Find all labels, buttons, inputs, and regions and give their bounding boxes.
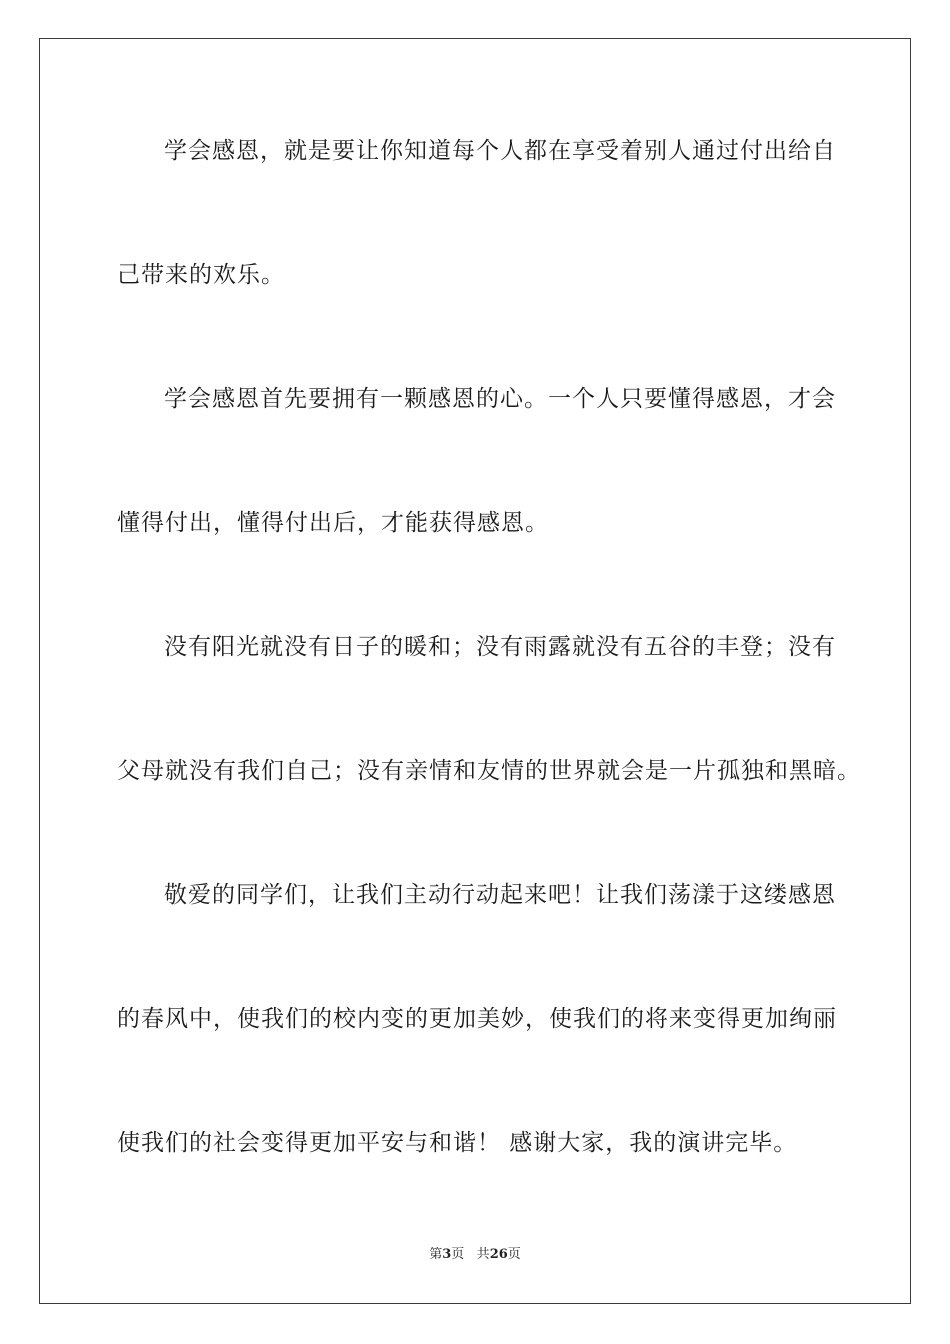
total-pages: 26 <box>489 1247 508 1262</box>
page-prefix: 第 <box>429 1247 443 1262</box>
paragraph-4-line-2: 的春风中，使我们的校内变的更加美妙，使我们的将来变得更加绚丽 <box>117 1006 837 1032</box>
paragraph-3-line-1: 没有阳光就没有日子的暖和；没有雨露就没有五谷的丰登；没有 <box>164 634 836 660</box>
paragraph-2-line-1: 学会感恩首先要拥有一颗感恩的心。一个人只要懂得感恩，才会 <box>164 386 836 412</box>
paragraph-1-line-2: 己带来的欢乐。 <box>117 262 285 288</box>
page-number: 3 <box>442 1247 452 1262</box>
paragraph-3-line-2: 父母就没有我们自己；没有亲情和友情的世界就会是一片孤独和黑暗。 <box>117 758 861 784</box>
page-border <box>39 38 911 1304</box>
paragraph-4-line-3: 使我们的社会变得更加平安与和谐！ 感谢大家，我的演讲完毕。 <box>117 1130 798 1156</box>
paragraph-2-line-2: 懂得付出，懂得付出后，才能获得感恩。 <box>117 510 549 536</box>
page-footer <box>0 1246 950 1264</box>
total-prefix: 共 <box>476 1247 490 1262</box>
paragraph-1-line-1: 学会感恩，就是要让你知道每个人都在享受着别人通过付出给自 <box>164 138 836 164</box>
paragraph-4-line-1: 敬爱的同学们，让我们主动行动起来吧！让我们荡漾于这缕感恩 <box>164 882 836 908</box>
total-suffix: 页 <box>507 1247 521 1262</box>
page-suffix: 页 <box>451 1247 465 1262</box>
